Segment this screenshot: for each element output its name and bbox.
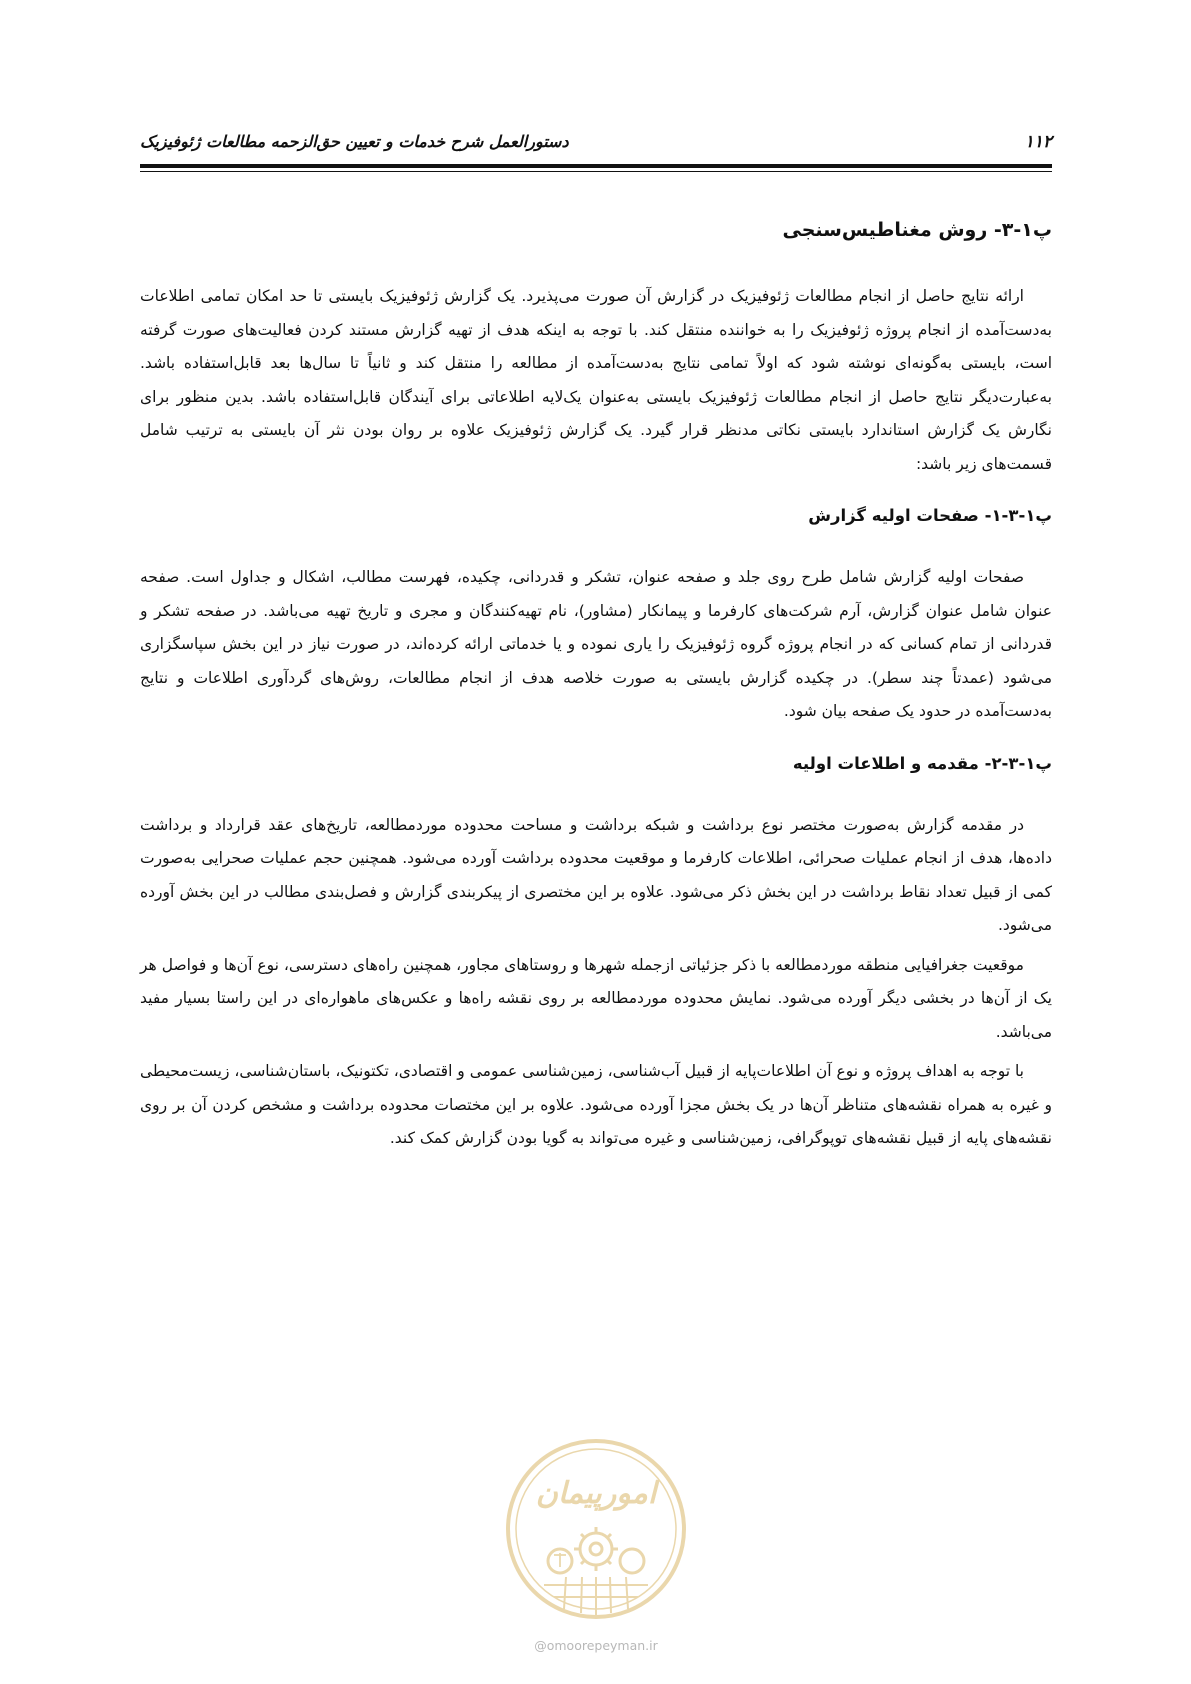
scales-icon: [554, 1553, 566, 1567]
paragraph: موقعیت جغرافیایی منطقه موردمطالعه با ذکر جزئیاتی ازجمله شهرها و روستاهای مجاور، همچنین راه‌های دسترسی، نوع آن‌ها و فواصل هر یک از آن‌ها در بخشی دیگر آورده می‌شود. نمایش محدوده موردمطالعه بر روی نقشه راه‌ها و عکس‌های ماهواره‌ای در این راستا بسیار مفید می‌باشد.: [140, 955, 1052, 1041]
paragraph: صفحات اولیه گزارش شامل طرح روی جلد و صفحه عنوان، تشکر و قدردانی، چکیده، فهرست مطالب، اشکال و جداول است. صفحه عنوان شامل عنوان گزارش، آرم شرکت‌های کارفرما و پیمانکار (مشاور)، نام تهیه‌کنندگان و مجری و تاریخ تهیه می‌باشد. در صفحه تشکر و قدردانی از تمام کسانی که در انجام پروژه گروه ژئوفیزیک را یاری نموده و یا خدماتی ارائه کرده‌اند، در صورت نیاز در این بخش سپاسگزاری می‌شود (عمدتاً چند سطر). در چکیده گزارش بایستی به صورت خلاصه هدف از انجام مطالعات، روش‌های گردآوری اطلاعات و نتایج به‌دست‌آمده در حدود یک صفحه بیان شود.: [140, 568, 1052, 720]
running-title: دستورالعمل شرح خدمات و تعیین حق‌الزحمه مطالعات ژئوفیزیک: [140, 132, 569, 151]
watermark-site: @omoorepeyman.ir: [534, 1638, 658, 1653]
page-header: [140, 128, 1052, 160]
subsection-title: پ۱-۳-۲- مقدمه و اطلاعات اولیه: [792, 753, 1052, 773]
header-rule-thin: [140, 171, 1052, 172]
section-title: پ۱-۳- روش مغناطیس‌سنجی: [782, 219, 1052, 241]
paragraph: در مقدمه گزارش به‌صورت مختصر نوع برداشت و شبکه برداشت و مساحت محدوده موردمطالعه، تاریخ‌های عقد قرارداد و برداشت داده‌ها، هدف از انجام عملیات صحرائی، اطلاعات کارفرما و موقعیت محدوده برداشت آورده می‌شود. همچنین حجم عملیات صحرایی به‌صورت کمی از قبیل تعداد نقاط برداشت در این بخش ذکر می‌شود. علاوه بر این مختصری از پیکربندی گزارش و فصل‌بندی مطالب در این بخش آورده می‌شود.: [140, 815, 1052, 934]
header-rule-thick: [140, 164, 1052, 168]
paragraph: با توجه به اهداف پروژه و نوع آن اطلاعات‌پایه از قبیل آب‌شناسی، زمین‌شناسی عمومی و اقتصادی، تکتونیک، باستان‌شناسی، زیست‌محیطی و غیره به همراه نقشه‌های متناظر آن‌ها در یک بخش مجزا آورده می‌شود. علاوه بر این مختصات محدوده برداشت و مشخص کردن آن بر روی نقشه‌های پایه از قبیل نقشه‌های توپوگرافی، زمین‌شناسی و غیره می‌تواند به گویا بودن گزارش کمک کند.: [140, 1062, 1052, 1147]
page-content: [140, 214, 1052, 1162]
paragraph: ارائه نتایج حاصل از انجام مطالعات ژئوفیزیک در گزارش آن صورت می‌پذیرد. یک گزارش ژئوفیزیک بایستی تا حد امکان تمامی اطلاعات به‌دست‌آمده از انجام پروژه ژئوفیزیک را به خواننده منتقل کند. با توجه به اینکه هدف از تهیه گزارش مستند کردن فعالیت‌های صورت گرفته است، بایستی به‌گونه‌ای نوشته شود که اولاً تمامی نتایج به‌دست‌آمده از مطالعه را منتقل کند و ثانیاً تا سال‌ها بعد قابل‌استفاده باشد. به‌عبارت‌دیگر نتایج حاصل از انجام مطالعات ژئوفیزیک بایستی به‌عنوان یک‌لایه اطلاعاتی برای آیندگان قابل‌استفاده باشد. بدین منظور برای نگارش یک گزارش استاندارد بایستی نکاتی مدنظر قرار گیرد. یک گزارش ژئوفیزیک علاوه بر روان بودن نثر آن بایستی به ترتیب شامل قسمت‌های زیر باشد:: [140, 287, 1052, 473]
watermark-logo-text: امورپیمان: [535, 1476, 657, 1511]
page-number: ۱۱۲: [1024, 132, 1052, 152]
watermark-logo: [504, 1437, 688, 1621]
gear-icon: [574, 1527, 618, 1571]
subsection-title: پ۱-۳-۱- صفحات اولیه گزارش: [808, 506, 1052, 525]
